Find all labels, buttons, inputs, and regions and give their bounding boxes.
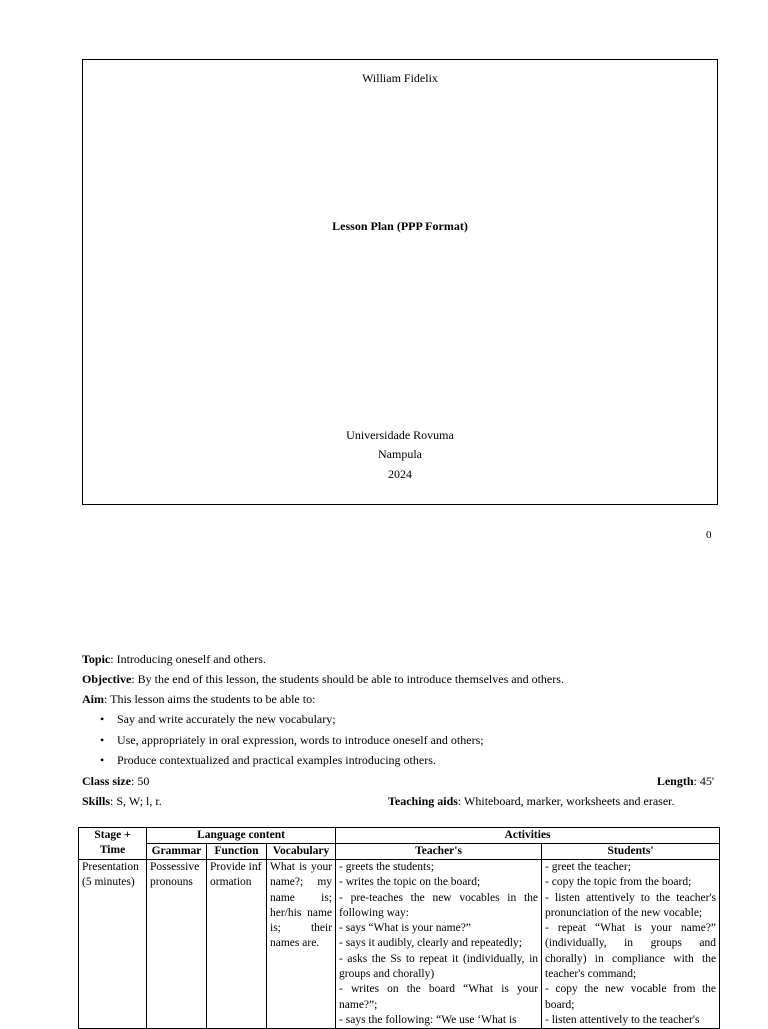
- lesson-plan-header: [82, 652, 714, 814]
- header-stage-time: Stage + Time: [79, 828, 147, 860]
- cover-city: Nampula: [378, 447, 422, 461]
- table-row: [79, 860, 720, 1029]
- cell-vocabulary: What is your name?; my name is; her/his name is; their names are.: [267, 860, 336, 1029]
- topic-label: Topic: [82, 652, 111, 666]
- skills-label: Skills: [82, 793, 111, 808]
- objective-line: [82, 672, 714, 692]
- cover-institution: Universidade Rovuma: [346, 428, 454, 442]
- cell-grammar: Possessive pronouns: [147, 860, 207, 1029]
- teacher-activity: - writes on the board “What is your name?”;: [339, 983, 539, 1011]
- cell-teacher-activities: [336, 860, 542, 1029]
- student-activity: - listen attentively to the teacher's pronunciation of the new vocable;: [545, 891, 717, 919]
- student-activity: - repeat “What is your name?” (individually, in groups and chorally) in compliance with the teacher's command;: [545, 922, 717, 981]
- class-size-value: : 50: [131, 773, 150, 788]
- cell-student-activities: [542, 860, 720, 1029]
- skills: [82, 794, 162, 808]
- objective-text: : By the end of this lesson, the students should be able to introduce themselves and others.: [131, 672, 564, 686]
- student-activity: - copy the new vocable from the board;: [545, 983, 717, 1011]
- aim-item: • Use, appropriately in oral expression, words to introduce oneself and others;: [82, 733, 714, 754]
- topic-text: : Introducing oneself and others.: [110, 652, 266, 666]
- teacher-activity: - says it audibly, clearly and repeatedly;: [339, 937, 522, 950]
- student-activity: - listen attentively to the teacher's: [545, 1013, 700, 1026]
- topic-line: [82, 652, 714, 672]
- header-teachers: Teacher's: [336, 844, 542, 860]
- aim-item: • Say and write accurately the new vocabulary;: [82, 712, 714, 733]
- class-size-label: Class size: [82, 773, 131, 788]
- cover-title: Lesson Plan (PPP Format): [332, 219, 468, 233]
- aim-text: : This lesson aims the students to be able to:: [104, 692, 316, 706]
- cell-stage: Presentation (5 minutes): [79, 860, 147, 1029]
- cover-year: 2024: [388, 467, 412, 481]
- teacher-activity: - says the following: “We use ‘What is: [339, 1013, 517, 1026]
- aim-item: • Produce contextualized and practical examples introducing others.: [82, 753, 714, 774]
- header-students: Students': [542, 844, 720, 860]
- header-activities: Activities: [336, 828, 720, 844]
- cover-author: William Fidelix: [362, 71, 438, 85]
- teacher-activity: - pre-teaches the new vocables in the following way:: [339, 891, 539, 919]
- aim-label: Aim: [82, 692, 104, 706]
- teaching-aids-label: Teaching aids: [388, 793, 458, 808]
- length-value: : 45': [693, 773, 714, 788]
- header-function: Function: [207, 844, 267, 860]
- table-header-row: [79, 828, 720, 844]
- header-grammar: Grammar: [147, 844, 207, 860]
- aim-list: [82, 712, 714, 774]
- class-size: [82, 774, 149, 794]
- table-subheader-row: [79, 844, 720, 860]
- teacher-activity: - greets the students;: [339, 861, 434, 873]
- teaching-aids-value: : Whiteboard, marker, worksheets and eraser.: [457, 793, 675, 808]
- teacher-activity: - writes the topic on the board;: [339, 876, 481, 889]
- class-size-length-line: [82, 774, 714, 794]
- teaching-aids: [388, 794, 674, 808]
- header-vocabulary: Vocabulary: [267, 844, 336, 860]
- teacher-activity: - asks the Ss to repeat it (individually, in groups and chorally): [339, 952, 539, 981]
- header-language-content: Language content: [147, 828, 336, 844]
- length-label: Length: [656, 773, 694, 788]
- aim-line: [82, 692, 714, 712]
- cover-page-frame: [82, 59, 718, 505]
- skills-value: : S, W; l, r.: [110, 793, 162, 808]
- skills-aids-line: [82, 794, 714, 814]
- student-activity: - copy the topic from the board;: [545, 876, 692, 889]
- length: [657, 774, 714, 794]
- cell-function: Provide information: [207, 860, 267, 1029]
- lesson-plan-table: [78, 827, 720, 1029]
- page-number: 0: [706, 529, 712, 541]
- teacher-activity: - says “What is your name?”: [339, 922, 471, 935]
- objective-label: Objective: [82, 672, 132, 686]
- student-activity: - greet the teacher;: [545, 861, 631, 873]
